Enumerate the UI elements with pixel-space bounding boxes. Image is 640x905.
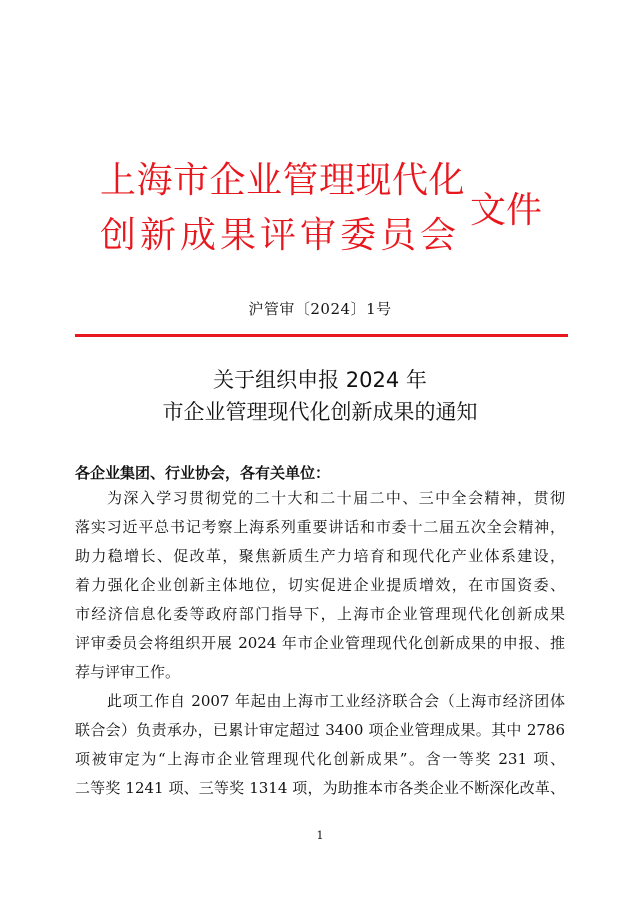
paragraph-1-line: 为深入学习贯彻党的二十大和二十届二中、三中全会精神，贯彻: [107, 489, 565, 507]
paragraph-2-line: 项被审定为“上海市企业管理现代化创新成果”。含一等奖 231 项、: [75, 750, 565, 768]
paragraph-2-line: 此项工作自 2007 年起由上海市工业经济联合会（上海市经济团体: [107, 692, 565, 710]
paragraph-1-line: 市经济信息化委等政府部门指导下，上海市企业管理现代化创新成果: [75, 605, 565, 623]
notice-title-line-2: 市企业管理现代化创新成果的通知: [162, 400, 478, 424]
paragraph-2-line: 联合会）负责承办，已累计审定超过 3400 项企业管理成果。其中 2786: [75, 721, 565, 739]
issuer-name-line-2: 创新成果评审委员会: [100, 215, 461, 256]
document-number: 沪管审〔2024〕1号: [248, 300, 392, 318]
paragraph-1-line: 助力稳增长、促改革，聚焦新质生产力培育和现代化产业体系建设，: [75, 547, 565, 565]
paragraph-1-line: 荐与评审工作。: [75, 663, 181, 681]
page-number: 1: [316, 829, 324, 842]
header-document-suffix: 文件: [470, 190, 543, 231]
paragraph-2-line: 二等奖 1241 项、三等奖 1314 项，为助推本市各类企业不断深化改革、: [75, 779, 565, 797]
red-separator-line: [75, 334, 568, 337]
salutation: 各企业集团、行业协会，各有关单位：: [75, 464, 331, 482]
paragraph-1-line: 评审委员会将组织开展 2024 年市企业管理现代化创新成果的申报、推: [75, 634, 565, 652]
paragraph-1-line: 落实习近平总书记考察上海系列重要讲话和市委十二届五次全会精神，: [75, 518, 565, 536]
paragraph-1-line: 着力强化企业创新主体地位，切实促进企业提质增效，在市国资委、: [75, 576, 565, 594]
notice-title-line-1: 关于组织申报 2024 年: [213, 368, 427, 392]
issuer-name-line-1: 上海市企业管理现代化: [100, 160, 466, 201]
